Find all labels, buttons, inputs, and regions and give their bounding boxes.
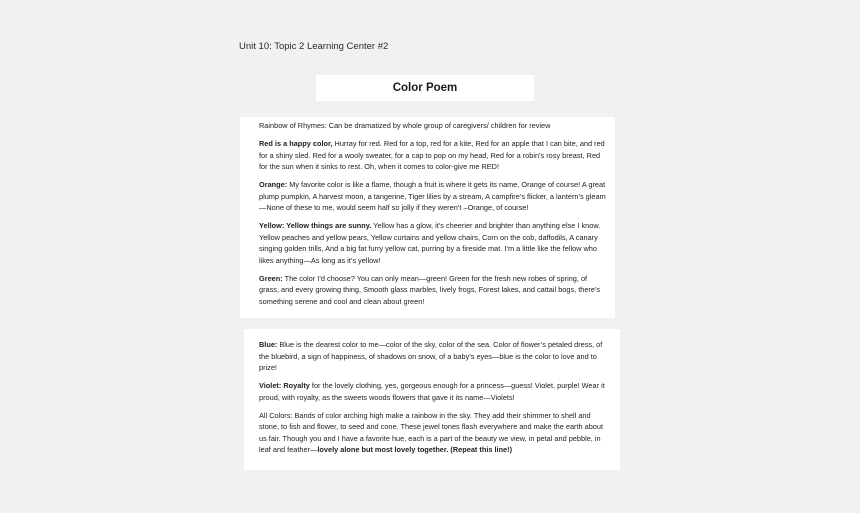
yellow-text: Yellow has a glow, it’s cheerier and brighter than anything else I know. Yellow peaches and yellow pears, Yellow curtains and yellow chairs, Corn on the cob, daffodils, A canary singing golden trills, And a big fat furry yellow cat, purring by a fireside mat. I’m a little like the fellow who likes anything—As long as it’s yellow! xyxy=(259,221,601,265)
title-box xyxy=(316,75,534,101)
page-title: Color Poem xyxy=(392,82,458,94)
orange-lead: Orange: xyxy=(259,180,288,190)
blue-lead: Blue: xyxy=(259,340,278,349)
poem-page-2 xyxy=(244,329,620,470)
orange-text: My favorite color is like a flame, though a fruit is where it gets its name, Orange of course! A great plump pumpkin, A harvest moon, a tangerine, Tiger lilies by a stream, A campfire’s flicker, a lantern’s gleam—None of these to me, would seem half so jolly if they weren’t –Orange, of course! xyxy=(259,180,606,213)
green-text: The color I’d choose? You can only mean—green! Green for the fresh new robes of spring, of grass, and every growing thing, Smooth glass marbles, lively frogs, Forest lakes, and cattail bogs, there’s something serene and cool and clean about green! xyxy=(259,273,601,306)
blue-stanza xyxy=(259,339,612,374)
orange-stanza xyxy=(259,179,607,214)
green-stanza xyxy=(259,273,607,308)
unit-header: Unit 10: Topic 2 Learning Center #2 xyxy=(239,41,389,52)
intro-paragraph: Rainbow of Rhymes: Can be dramatized by whole group of caregivers/ children for review xyxy=(259,121,551,130)
blue-text: Blue is the dearest color to me—color of the sky, color of the sea. Color of flower’s petaled dress, of the bluebird, a sign of happiness, of shadows on snow, of a baby’s eyes—blue is the color to love and to prize! xyxy=(259,340,603,372)
violet-text: for the lovely clothing, yes, gorgeous enough for a princess—guess! Violet, purple! Wear it proud, with royalty, as the sweets woods flowers that gave it its name—Violets! xyxy=(259,381,605,402)
red-lead: Red is a happy color, xyxy=(259,139,333,149)
green-lead: Green: xyxy=(259,273,283,283)
yellow-lead: Yellow: Yellow things are sunny. xyxy=(259,221,372,231)
red-text: Hurray for red. Red for a top, red for a kite, Red for an apple that I can bite, and red for a shiny sled. Red for a wooly sweater, for a cap to pop on my head, Red for a robin’s rosy breast, Red for the sun when it sinks to rest. Oh, when it comes to color-give me RED! xyxy=(259,139,605,172)
all-colors-text: All Colors: Bands of color arching high make a rainbow in the sky. They add their shimmer to shell and stone, to fish and flower, to seed and cone. These jewel tones flash everywhere and make the earth about us fair. Though you and I have a favorite hue, each is a part of the beauty we view, in petal and pebble, in leaf and feather— xyxy=(259,410,604,455)
violet-lead: Violet: Royalty xyxy=(259,381,310,391)
all-colors-ending: lovely alone but most lovely together. (Repeat this line!) xyxy=(317,445,513,455)
violet-stanza xyxy=(259,380,612,403)
yellow-stanza xyxy=(259,220,607,266)
red-stanza xyxy=(259,138,607,173)
all-colors-stanza xyxy=(259,410,612,456)
poem-page-1 xyxy=(240,117,615,318)
